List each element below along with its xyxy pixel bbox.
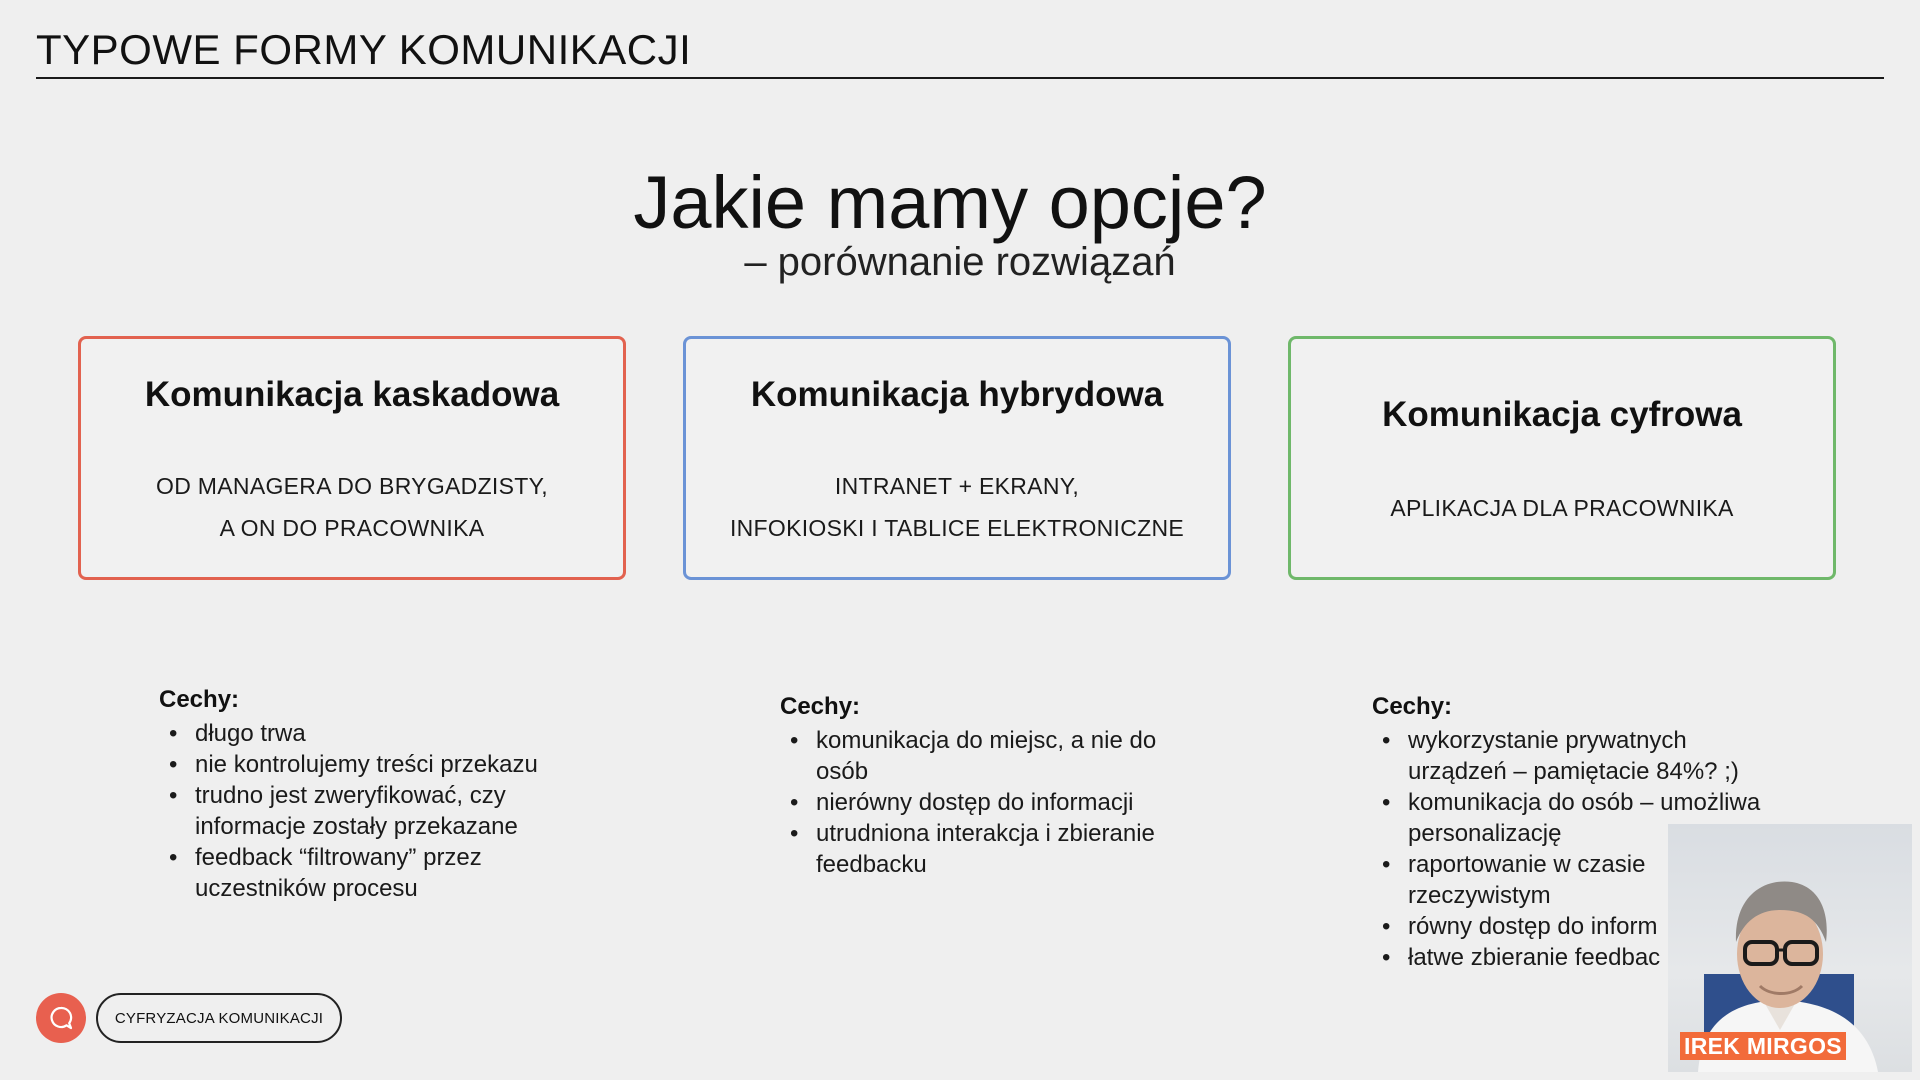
features-label: Cechy:: [159, 686, 240, 713]
card-description-line: OD MANAGERA DO BRYGADZISTY,: [156, 473, 548, 499]
presenter-name-label: IREK MIRGOS: [1680, 1032, 1846, 1060]
header-divider: [36, 77, 1884, 79]
features-list: [780, 725, 1156, 880]
card-description-line: INTRANET + EKRANY,: [834, 473, 1080, 499]
list-item: • łatwe zbieranie feedbac: [1408, 942, 1760, 973]
list-item: • komunikacja do osób – umożliwa personalizację: [1408, 787, 1760, 849]
card-title: Komunikacja hybrydowa: [750, 375, 1164, 414]
list-item: • wykorzystanie prywatnych urządzeń – pamiętacie 84%? ;): [1408, 725, 1760, 787]
card-description-line: APLIKACJA DLA PRACOWNIKA: [1390, 495, 1734, 521]
card-description-line: INFOKIOSKI I TABLICE ELEKTRONICZNE: [729, 515, 1185, 541]
list-item: • długo trwa: [195, 718, 538, 749]
card-description-line: A ON DO PRACOWNIKA: [219, 515, 485, 541]
slide-main-title: Jakie mamy opcje?: [633, 161, 1267, 244]
list-item: • nierówny dostęp do informacji: [816, 787, 1156, 818]
list-item: • równy dostęp do inform: [1408, 911, 1760, 942]
section-tag-pill: CYFRYZACJA KOMUNIKACJI: [96, 993, 342, 1043]
chat-bubble-icon: [46, 1003, 76, 1033]
features-hybrid: [780, 693, 1156, 880]
list-item: • trudno jest zweryfikować, czy informacje zostały przekazane: [195, 780, 538, 842]
presenter-webcam: [1668, 824, 1912, 1072]
card-title: Komunikacja kaskadowa: [144, 375, 560, 414]
slide-header-title: TYPOWE FORMY KOMUNIKACJI: [36, 26, 692, 73]
card-hybrid: [683, 336, 1231, 580]
list-item: • utrudniona interakcja i zbieranie feedbacku: [816, 818, 1156, 880]
list-item: • raportowanie w czasie rzeczywistym: [1408, 849, 1760, 911]
brand-logo-icon: [36, 993, 86, 1043]
list-item: • nie kontrolujemy treści przekazu: [195, 749, 538, 780]
slide-subtitle: – porównanie rozwiązań: [744, 240, 1176, 284]
card-title: Komunikacja cyfrowa: [1382, 395, 1742, 434]
features-label: Cechy:: [780, 693, 861, 720]
list-item: • komunikacja do miejsc, a nie do osób: [816, 725, 1156, 787]
features-list: [159, 718, 538, 904]
card-digital: [1288, 336, 1836, 580]
features-cascade: [159, 686, 538, 904]
card-cascade: [78, 336, 626, 580]
list-item: • feedback “filtrowany” przez uczestników procesu: [195, 842, 538, 904]
features-label: Cechy:: [1372, 693, 1453, 720]
